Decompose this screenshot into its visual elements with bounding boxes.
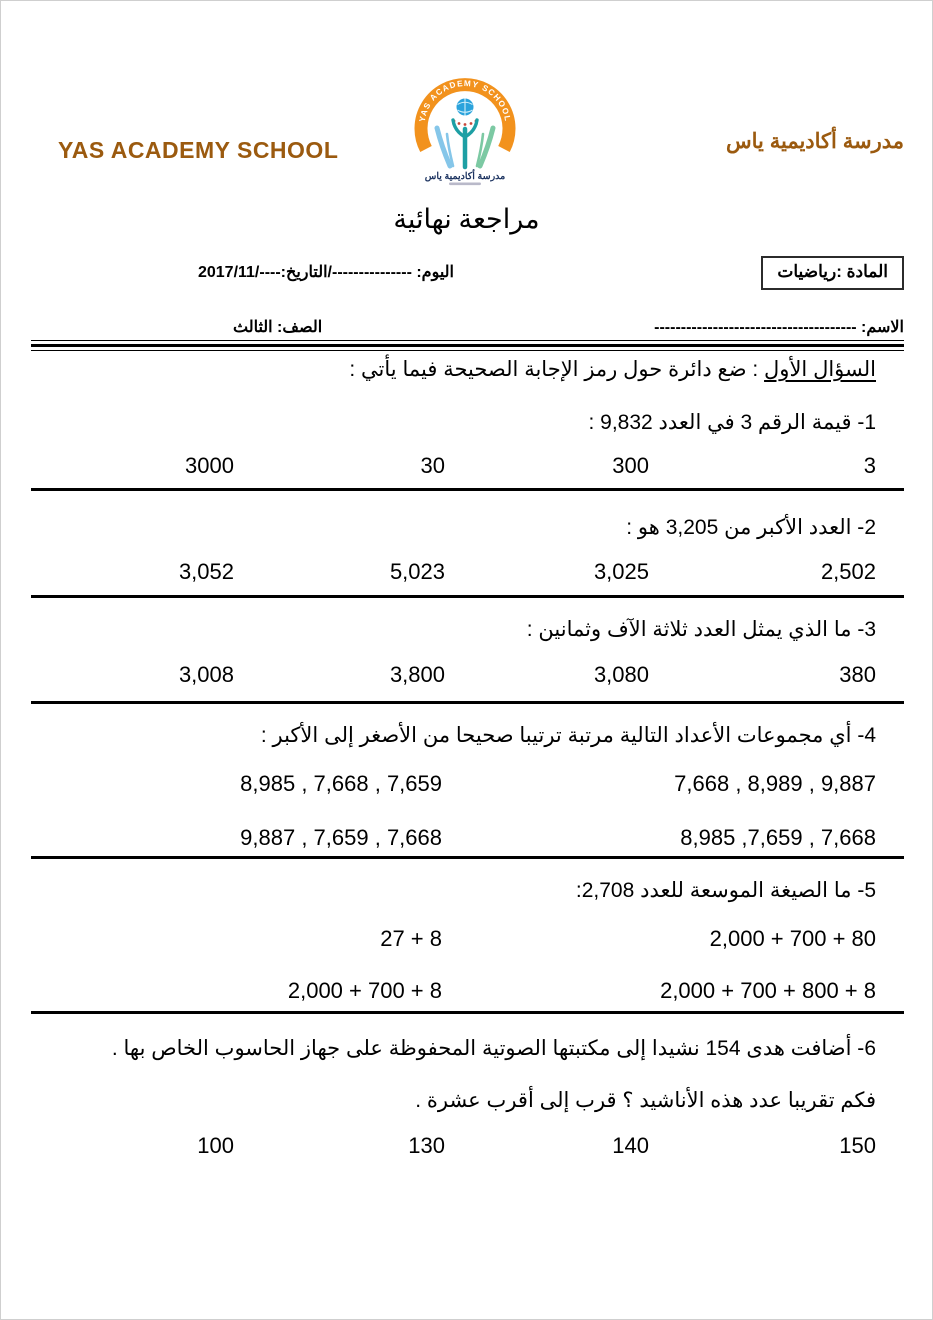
separator-line [31,344,904,347]
question-5-option-a: 2,000 + 700 + 80 [709,926,876,951]
question-3-option-a: 380 [839,662,876,687]
name-line: الاسم: -------------------------------------- [654,319,904,336]
section-heading-rest: : ضع دائرة حول رمز الإجابة الصحيحة فيما يأتي : [349,358,765,381]
logo-subline [449,183,481,186]
question-2-option-b: 3,025 [593,559,649,584]
section-heading [349,357,876,382]
logo-caption: مدرسة أكاديمية ياس [424,171,506,182]
school-name-arabic: مدرسة أكاديمية ياس [726,130,904,153]
question-2-option-d: 3,052 [178,559,234,584]
question-4-text: 4- أي مجموعات الأعداد التالية مرتبة ترتيبا صحيحا من الأصغر إلى الأكبر : [260,724,876,747]
school-logo [404,75,526,189]
figures-icon [437,120,493,167]
question-5-text: 5- ما الصيغة الموسعة للعدد 2,708: [575,879,876,902]
question-5-option-c: 2,000 + 700 + 800 + 8 [660,978,876,1003]
question-1-text: 1- قيمة الرقم 3 في العدد 9,832 : [588,411,876,434]
separator-line [31,856,904,859]
question-3-option-c: 3,800 [389,662,445,687]
section-heading-underlined: السؤال الأول [764,358,876,381]
separator-line [31,1011,904,1014]
date-line: اليوم: ---------------/التاريخ:----/2017/11 [197,264,454,281]
question-2-option-a: 2,502 [820,559,876,584]
page-title: مراجعة نهائية [393,204,540,234]
subject-box: المادة :رياضيات [761,256,904,290]
question-4-option-d: 9,887 , 7,659 , 7,668 [240,825,442,850]
separator-line [31,595,904,598]
question-6-option-d: 100 [197,1133,234,1158]
question-6-option-c: 130 [408,1133,445,1158]
question-6-text-line1: 6- أضافت هدى 154 نشيدا إلى مكتبتها الصوتية المحفوظة على جهاز الحاسوب الخاص بها . [111,1037,876,1060]
logo-dots [453,120,478,126]
question-1-option-a: 3 [863,453,876,478]
separator-line [31,340,904,341]
question-6-option-a: 150 [839,1133,876,1158]
question-5-option-b: 27 + 8 [380,926,442,951]
question-4-option-b: 8,985 , 7,668 , 7,659 [240,771,442,796]
question-1-option-b: 300 [612,453,649,478]
school-name-english: YAS ACADEMY SCHOOL [58,137,339,163]
logo-arch-text: YAS ACADEMY SCHOOL [417,78,513,123]
question-3-option-b: 3,080 [593,662,649,687]
question-6-option-b: 140 [612,1133,649,1158]
question-2-option-c: 5,023 [389,559,445,584]
question-5-option-d: 2,000 + 700 + 8 [287,978,442,1003]
question-2-text: 2- العدد الأكبر من 3,205 هو : [626,516,876,539]
separator-line [31,488,904,491]
question-1-option-c: 30 [420,453,445,478]
question-3-text: 3- ما الذي يمثل العدد ثلاثة الآف وثمانين : [526,618,876,641]
question-4-option-c: 8,985 ,7,659 , 7,668 [680,825,876,850]
question-6-text-line2: فكم تقريبا عدد هذه الأناشيد ؟ قرب إلى أقرب عشرة . [415,1089,876,1112]
question-1-option-d: 3000 [185,453,234,478]
class-line: الصف: الثالث [233,319,323,336]
question-3-option-d: 3,008 [178,662,234,687]
question-4-option-a: 7,668 , 8,989 , 9,887 [674,771,876,796]
separator-line [31,701,904,704]
school-logo-icon [404,75,526,189]
separator-line [31,350,904,351]
